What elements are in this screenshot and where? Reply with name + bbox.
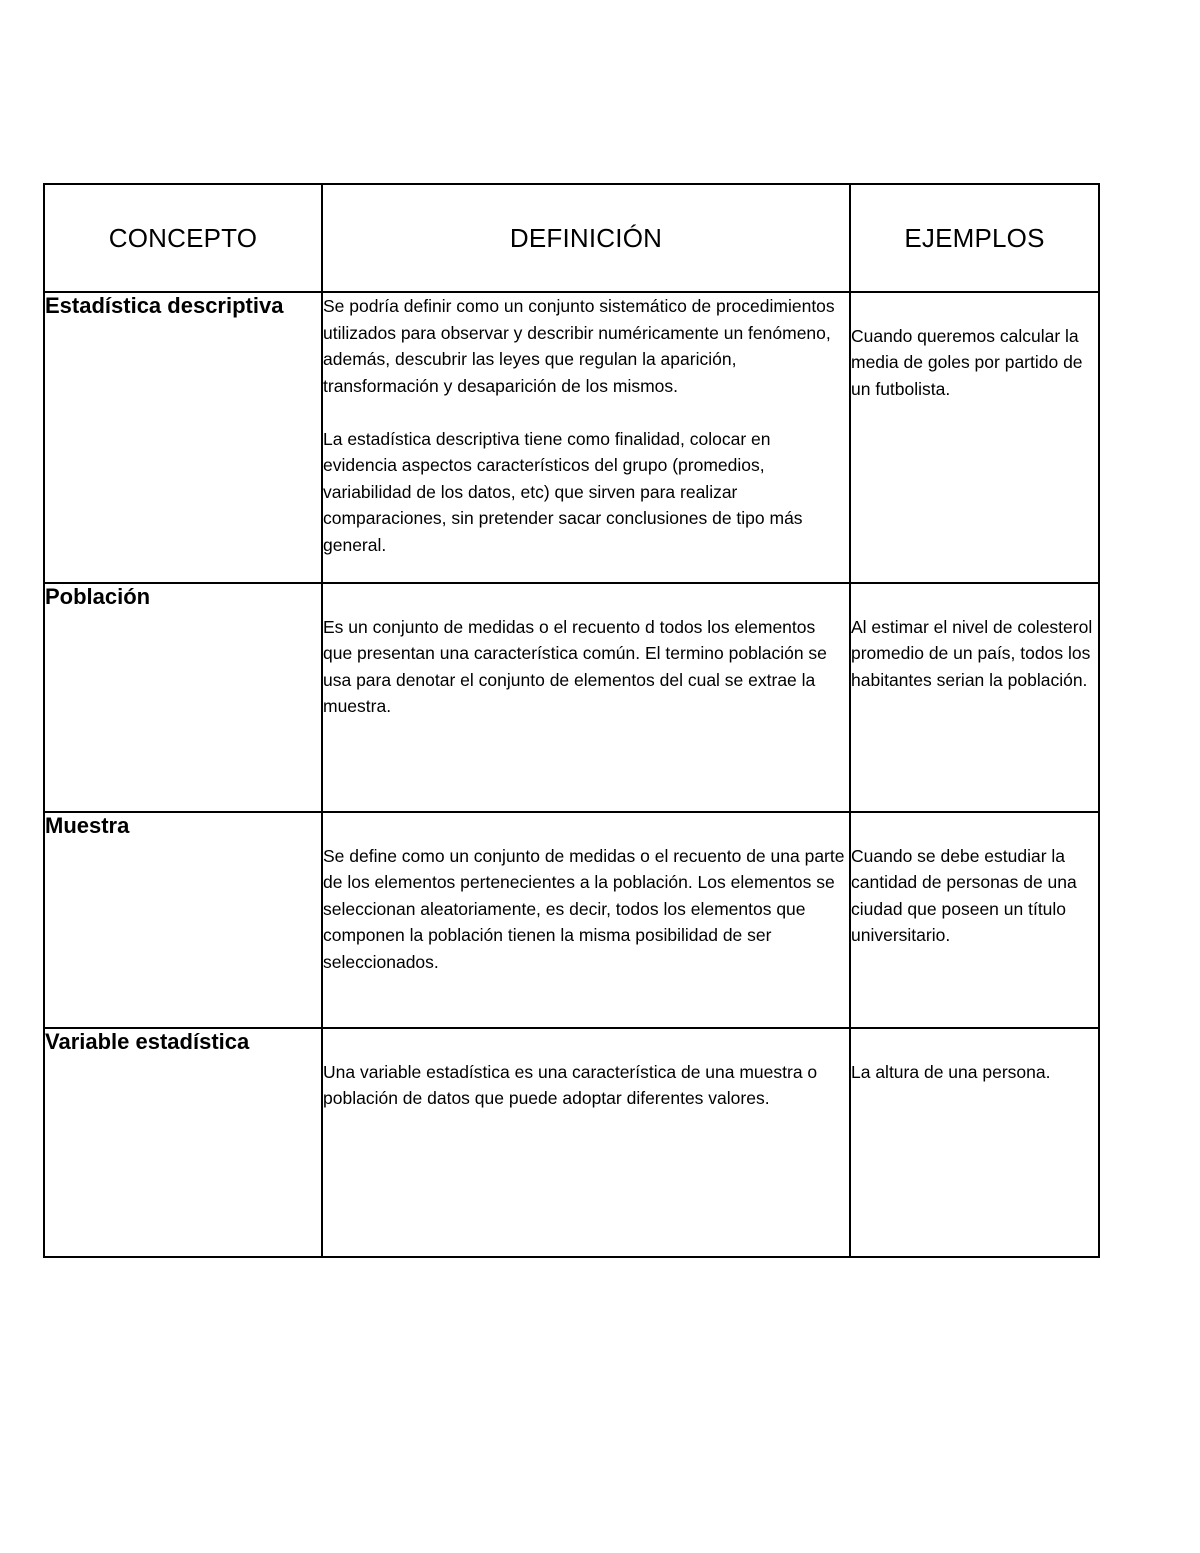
- definition-cell: [322, 1028, 850, 1257]
- table-header-row: [44, 184, 1099, 292]
- header-definition: DEFINICIÓN: [322, 184, 850, 292]
- definition-cell: [322, 292, 850, 583]
- definition-paragraph: Se podría definir como un conjunto sistemático de procedimientos utilizados para observar y describir numéricamente un fenómeno, además, descubrir las leyes que regulan la aparición, transformación y desaparición de los mismos.: [323, 296, 835, 396]
- example-text: La altura de una persona.: [851, 1061, 1051, 1082]
- example-cell: [850, 292, 1099, 583]
- table-row: [44, 812, 1099, 1028]
- definition-paragraph: La estadística descriptiva tiene como finalidad, colocar en evidencia aspectos característicos del grupo (promedios, variabilidad de los datos, etc) que sirven para realizar comparaciones, sin pretender sacar conclusiones de tipo más general.: [323, 428, 803, 555]
- concept-cell: Variable estadística: [44, 1028, 322, 1257]
- table-row: [44, 292, 1099, 583]
- example-cell: [850, 812, 1099, 1028]
- header-examples: EJEMPLOS: [850, 184, 1099, 292]
- definition-cell: [322, 812, 850, 1028]
- concept-cell: Muestra: [44, 812, 322, 1028]
- definition-paragraph: Se define como un conjunto de medidas o el recuento de una parte de los elementos pertenecientes a la población. Los elementos se seleccionan aleatoriamente, es decir, todos los elementos que componen la población tienen la misma posibilidad de ser seleccionados.: [323, 845, 845, 972]
- definition-paragraph: Una variable estadística es una característica de una muestra o población de datos que puede adoptar diferentes valores.: [323, 1061, 818, 1108]
- table-row: [44, 583, 1099, 812]
- example-text: Cuando se debe estudiar la cantidad de personas de una ciudad que poseen un título universitario.: [851, 845, 1077, 945]
- definition-paragraph: Es un conjunto de medidas o el recuento d todos los elementos que presentan una característica común. El termino población se usa para denotar el conjunto de elementos del cual se extrae la muestra.: [323, 616, 827, 716]
- example-text: Cuando queremos calcular la media de goles por partido de un futbolista.: [851, 325, 1083, 399]
- concept-cell: Población: [44, 583, 322, 812]
- definition-cell: [322, 583, 850, 812]
- header-concept: CONCEPTO: [44, 184, 322, 292]
- example-cell: [850, 1028, 1099, 1257]
- concepts-table: [43, 183, 1100, 1258]
- concept-cell: Estadística descriptiva: [44, 292, 322, 583]
- example-text: Al estimar el nivel de colesterol promedio de un país, todos los habitantes serian la población.: [851, 616, 1093, 690]
- table-row: [44, 1028, 1099, 1257]
- example-cell: [850, 583, 1099, 812]
